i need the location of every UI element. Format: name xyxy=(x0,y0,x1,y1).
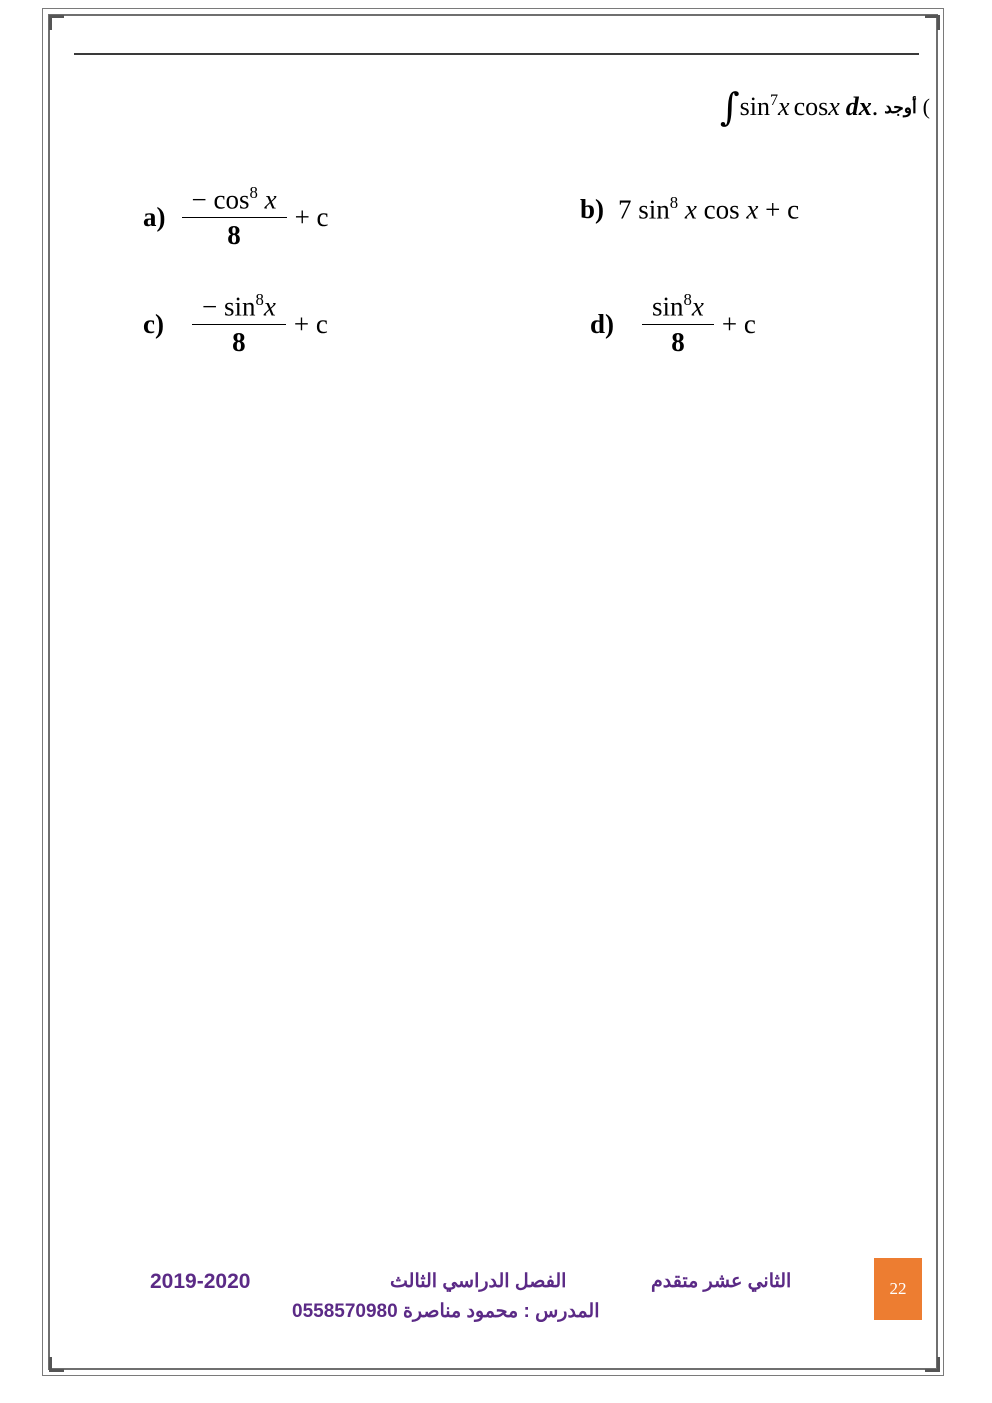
options-list xyxy=(0,175,992,389)
footer-grade: الثاني عشر متقدم xyxy=(651,1271,792,1292)
options-row-2 xyxy=(0,282,992,389)
variable-x-2: x xyxy=(828,92,840,121)
option-b-sin: sin xyxy=(638,194,670,225)
option-a-fraction xyxy=(182,183,287,251)
option-d-letter: d) xyxy=(590,308,615,339)
option-c-numerator-base: − sin xyxy=(201,291,256,322)
question-prompt xyxy=(719,85,930,129)
question-period: . xyxy=(871,92,879,121)
option-b-letter: b) xyxy=(580,193,605,224)
option-d-fraction xyxy=(642,290,714,358)
sin-function: sin xyxy=(739,92,770,121)
option-c-body xyxy=(190,290,328,358)
option-d-denominator: 8 xyxy=(671,327,685,358)
options-row-1 xyxy=(0,175,992,282)
option-b-body xyxy=(618,193,799,225)
option-a[interactable] xyxy=(143,183,329,251)
option-b-power: 8 xyxy=(669,193,679,212)
corner-mark-top-left xyxy=(49,15,64,30)
question-arabic-label: أوجد xyxy=(884,98,917,117)
option-b-var1: x xyxy=(684,194,697,225)
option-d[interactable] xyxy=(590,290,756,358)
option-a-constant: + c xyxy=(294,201,329,232)
corner-mark-top-right xyxy=(925,15,940,30)
sin-exponent: 7 xyxy=(769,92,779,110)
footer-academic-year: 2019-2020 xyxy=(150,1270,251,1293)
option-d-body xyxy=(640,290,756,358)
option-c-numerator xyxy=(192,290,286,324)
variable-x-1: x xyxy=(778,92,790,121)
option-d-numerator-base: sin xyxy=(652,291,684,322)
option-d-constant: + c xyxy=(721,308,756,339)
option-c[interactable] xyxy=(143,290,328,358)
question-expression xyxy=(719,85,879,129)
option-b[interactable] xyxy=(580,193,799,225)
option-a-numerator-var: x xyxy=(264,184,277,215)
integral-icon: ∫ xyxy=(719,85,740,129)
differential-dx: dx xyxy=(845,92,872,121)
footer-teacher-info: المدرس : محمود مناصرة 0558570980 xyxy=(292,1301,600,1322)
option-c-denominator: 8 xyxy=(232,327,246,358)
option-b-expression xyxy=(618,193,799,225)
corner-mark-bottom-right xyxy=(925,1357,940,1372)
option-d-numerator-power: 8 xyxy=(683,290,692,309)
option-a-letter: a) xyxy=(143,201,166,232)
question-number: ) xyxy=(922,94,930,119)
option-a-numerator-base: − cos xyxy=(191,184,250,215)
footer-semester: الفصل الدراسي الثالث xyxy=(390,1271,567,1292)
option-c-numerator-power: 8 xyxy=(255,290,264,309)
option-c-numerator-var: x xyxy=(263,291,276,322)
option-a-numerator-power: 8 xyxy=(249,183,258,202)
page-number-badge: 22 xyxy=(874,1258,922,1320)
option-b-constant: + c xyxy=(765,194,800,225)
option-c-fraction xyxy=(192,290,286,358)
cos-function: cos xyxy=(793,92,829,121)
option-b-var2: x xyxy=(746,194,759,225)
option-c-constant: + c xyxy=(293,308,328,339)
option-d-numerator-var: x xyxy=(691,291,704,322)
page-footer xyxy=(0,1262,992,1352)
option-b-coefficient: 7 xyxy=(618,194,632,225)
corner-mark-bottom-left xyxy=(49,1357,64,1372)
header-divider xyxy=(74,53,919,55)
option-c-letter: c) xyxy=(143,308,164,339)
option-a-body xyxy=(180,183,329,251)
option-b-cos: cos xyxy=(703,194,740,225)
option-a-numerator xyxy=(182,183,287,217)
option-a-denominator: 8 xyxy=(227,220,241,251)
option-d-numerator xyxy=(642,290,714,324)
